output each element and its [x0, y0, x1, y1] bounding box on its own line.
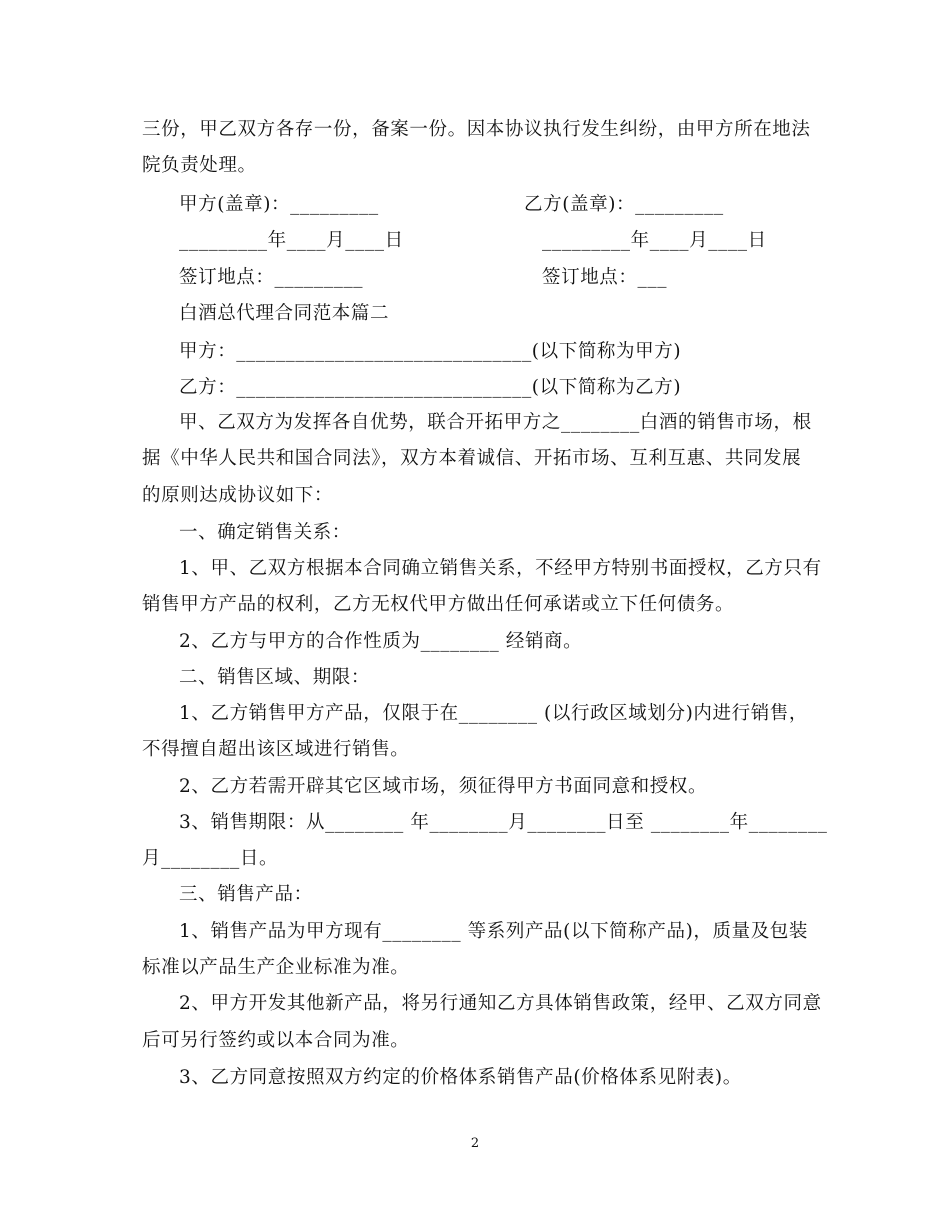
text-line: 据《中华人民共和国合同法》，双方本着诚信、开拓市场、互利互惠、共同发展 — [142, 448, 802, 469]
text-line: 标准以产品生产企业标准为准。 — [142, 957, 410, 978]
party-a-signing-place: 签订地点：_________ — [179, 267, 364, 288]
text-line: 销售甲方产品的权利，乙方无权代甲方做出任何承诺或立下任何债务。 — [142, 594, 735, 615]
party-b-seal-line: 乙方(盖章)：_________ — [524, 194, 724, 215]
section-title: 白酒总代理合同范本篇二 — [179, 303, 390, 324]
text-line: 2、乙方与甲方的合作性质为________ 经销商。 — [179, 631, 583, 652]
clause-heading: 二、销售区域、期限： — [179, 667, 371, 688]
text-line: 3、乙方同意按照双方约定的价格体系销售产品(价格体系见附表)。 — [179, 1067, 742, 1088]
text-line: 3、销售期限：从________ 年________月________日至 ________年________ — [179, 812, 828, 833]
text-line: 的原则达成协议如下： — [142, 485, 334, 506]
party-b-date-line: _________年____月____日 — [542, 230, 767, 251]
text-line: 1、乙方销售甲方产品，仅限于在________ (以行政区域划分)内进行销售， — [179, 703, 808, 724]
text-line: 不得擅自超出该区域进行销售。 — [142, 739, 410, 760]
text-line: 三份，甲乙双方各存一份，备案一份。因本协议执行发生纠纷，由甲方所在地法 — [142, 119, 811, 140]
text-line: 2、乙方若需开辟其它区域市场，须征得甲方书面同意和授权。 — [179, 776, 708, 797]
party-a-seal-line: 甲方(盖章)：_________ — [179, 194, 379, 215]
clause-heading: 一、确定销售关系： — [179, 522, 351, 543]
clause-heading: 三、销售产品： — [179, 884, 313, 905]
party-a-date-line: _________年____月____日 — [179, 230, 404, 251]
text-line: 甲、乙双方为发挥各自优势，联合开拓甲方之________白酒的销售市场，根 — [179, 412, 812, 433]
text-line: 后可另行签约或以本合同为准。 — [142, 1030, 410, 1051]
text-line: 2、甲方开发其他新产品，将另行通知乙方具体销售政策，经甲、乙双方同意 — [179, 993, 822, 1014]
party-a-line: 甲方：______________________________(以下简称为甲方) — [179, 341, 682, 362]
page-number: 2 — [470, 1136, 480, 1151]
party-b-signing-place: 签订地点：___ — [542, 267, 668, 288]
party-b-line: 乙方：______________________________(以下简称为乙方) — [179, 377, 682, 398]
text-line: 院负责处理。 — [142, 155, 257, 176]
text-line: 月________日。 — [142, 848, 279, 869]
text-line: 1、甲、乙双方根据本合同确立销售关系，不经甲方特别书面授权，乙方只有 — [179, 558, 822, 579]
text-line: 1、销售产品为甲方现有________ 等系列产品(以下简称产品)，质量及包装 — [179, 921, 808, 942]
